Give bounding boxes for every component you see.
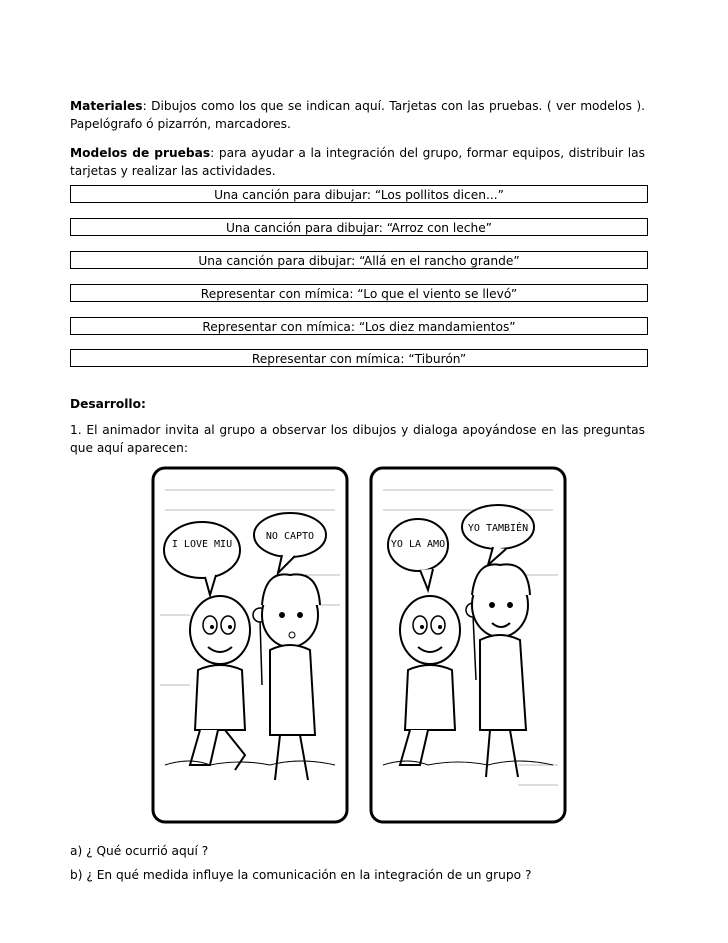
materiales-paragraph [70,97,645,133]
card-3: Una canción para dibujar: “Allá en el rancho grande” [70,251,648,269]
comic-illustration-right [368,465,568,825]
card-1: Una canción para dibujar: “Los pollitos dicen...” [70,185,648,203]
comic-illustration-left [150,465,350,825]
materiales-label: Materiales [70,99,143,113]
comic-panel-right [368,465,568,825]
materiales-text: : Dibujos como los que se indican aquí. Tarjetas con las pruebas. ( ver modelos ). Papelógrafo ó pizarrón, marcadores. [70,99,645,131]
comic-left-bubble1-text: I LOVE MIU [171,539,233,550]
question-b: b) ¿ En qué medida influye la comunicación en la integración de un grupo ? [70,868,532,882]
card-4: Representar con mímica: “Lo que el viento se llevó” [70,284,648,302]
desarrollo-paragraph: 1. El animador invita al grupo a observar los dibujos y dialoga apoyándose en las preguntas que aquí aparecen: [70,423,645,455]
comic-right-bubble1-text: YO LA AMO [390,539,446,550]
comic-panel-left [150,465,350,825]
modelos-text: : para ayudar a la integración del grupo, formar equipos, distribuir las tarjetas y realizar las actividades. [70,146,645,178]
card-5: Representar con mímica: “Los diez mandamientos” [70,317,648,335]
comic-left-bubble2-text: NO CAPTO [265,531,315,542]
modelos-paragraph [70,144,645,180]
card-6: Representar con mímica: “Tiburón” [70,349,648,367]
question-a: a) ¿ Qué ocurrió aquí ? [70,844,209,858]
modelos-label: Modelos de pruebas [70,146,211,160]
comic-right-bubble2-text: YO TAMBIÉN [467,523,529,534]
desarrollo-heading: Desarrollo: [70,397,146,411]
card-2: Una canción para dibujar: “Arroz con leche” [70,218,648,236]
